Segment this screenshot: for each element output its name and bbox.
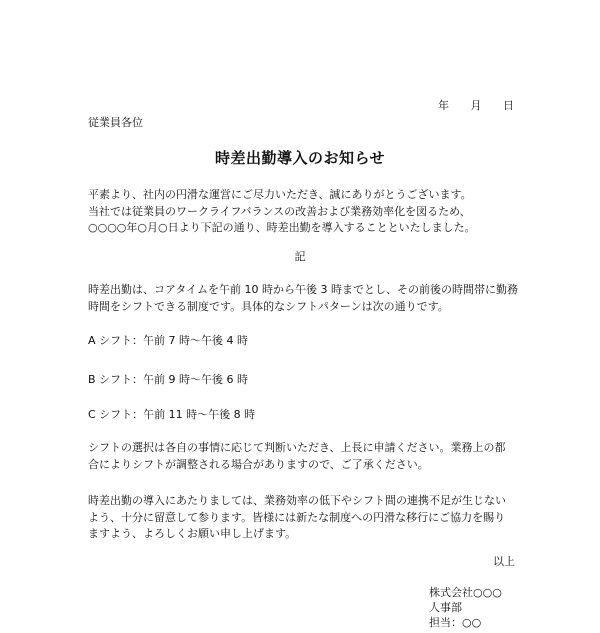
intro-line: ○○○○年○月○日より下記の通り、時差出勤を導入することといたしました。 xyxy=(88,221,476,234)
intro-paragraph xyxy=(88,187,476,237)
recipient: 従業員各位 xyxy=(88,116,143,129)
signature-company: 株式会社○○○ xyxy=(429,586,502,599)
date-line xyxy=(438,100,514,111)
document-title: 時差出勤導入のお知らせ xyxy=(214,149,386,167)
description-line: 時間をシフトできる制度です。具体的なシフトパターンは次の通りです。 xyxy=(88,299,449,313)
choice-paragraph xyxy=(88,440,506,473)
intro-line: 当社では従業員のワークライフバランスの改善および業務効率化を図るため、 xyxy=(88,204,471,218)
date-day-label: 日 xyxy=(503,99,514,112)
signature-department: 人事部 xyxy=(429,601,462,614)
shift-b: B シフト：午前 9 時～午後 6 時 xyxy=(88,373,249,386)
closing-line: ますよう、よろしくお願い申し上げます。 xyxy=(88,527,297,540)
closing-paragraph xyxy=(88,493,506,543)
description-line: 時差出勤は、コアタイムを午前 10 時から午後 3 時までとし、その前後の時間帯に勤務 xyxy=(88,283,518,296)
closing-line: よう、十分に留意して参ります。皆様には新たな制度への円滑な移行にご協力を賜り xyxy=(88,510,506,524)
intro-line: 平素より、社内の円滑な運営にご尽力いただき、誠にありがとうございます。 xyxy=(88,188,472,201)
description-paragraph xyxy=(88,282,518,315)
date-year-label: 年 xyxy=(438,99,449,112)
choice-line: 合によりシフトが調整される場合がありますので、ご了承ください。 xyxy=(88,457,429,471)
ki-marker: 記 xyxy=(294,250,306,263)
shift-c: C シフト：午前 11 時～午後 8 時 xyxy=(88,408,256,421)
choice-line: シフトの選択は各自の事情に応じて判断いただき、上長に申請ください。業務上の都 xyxy=(88,441,506,454)
closing-line: 時差出勤の導入にあたりましては、業務効率の低下やシフト間の連携不足が生じない xyxy=(88,494,506,507)
shift-a: A シフト：午前 7 時～午後 4 時 xyxy=(88,334,249,347)
date-month-label: 月 xyxy=(470,99,482,112)
signature-person: 担当：○○ xyxy=(429,616,482,629)
ijou-marker: 以上 xyxy=(493,555,515,568)
